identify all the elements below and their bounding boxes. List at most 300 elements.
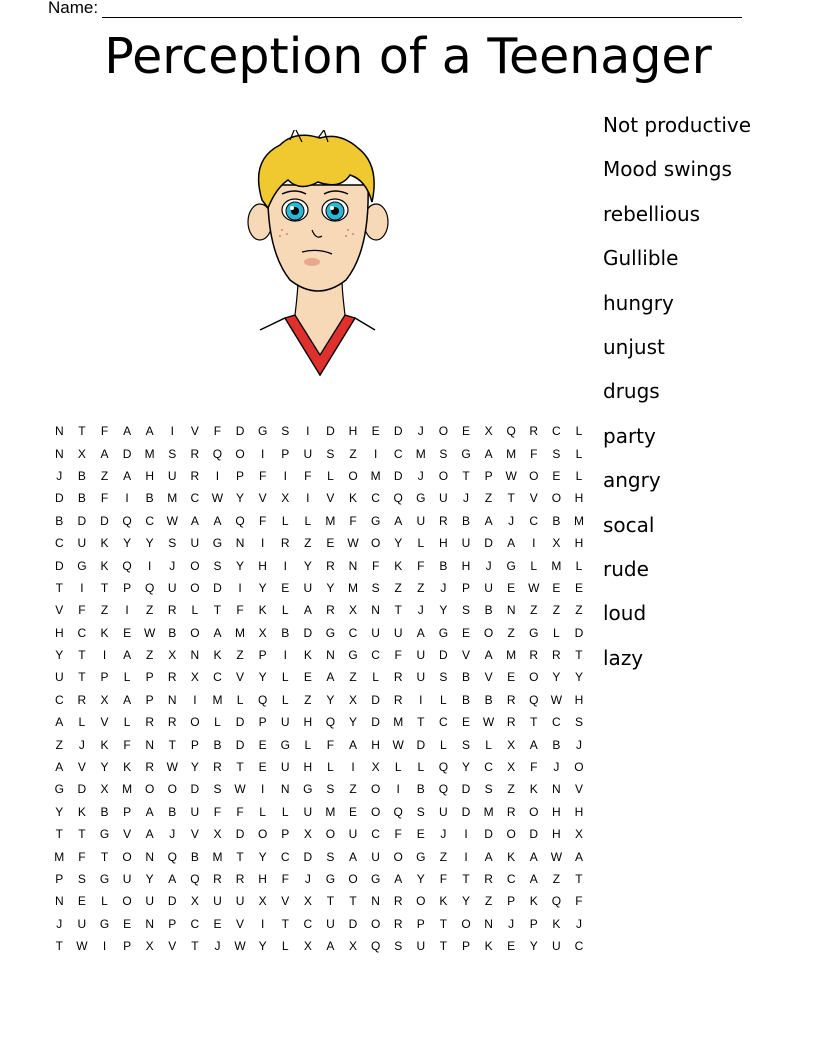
grid-letter: K xyxy=(258,603,267,618)
grid-row xyxy=(48,778,590,800)
grid-letter: Y xyxy=(236,491,245,506)
grid-letter: T xyxy=(236,760,244,775)
grid-letter: R xyxy=(235,872,245,886)
grid-letter: M xyxy=(167,491,178,506)
grid-letter: X xyxy=(77,446,86,461)
grid-letter: H xyxy=(303,760,313,775)
grid-letter: G xyxy=(325,872,336,886)
grid-letter: E xyxy=(416,827,425,842)
grid-letter: J xyxy=(169,827,176,842)
grid-letter: F xyxy=(394,827,402,842)
grid-letter: K xyxy=(100,536,109,551)
grid-letter: A xyxy=(349,737,358,752)
grid-letter: X xyxy=(507,760,516,775)
grid-letter: R xyxy=(167,603,177,618)
grid-letter: C xyxy=(371,491,380,506)
grid-letter: I xyxy=(283,648,287,663)
grid-letter: K xyxy=(394,558,403,573)
grid-letter: R xyxy=(439,513,448,528)
grid-letter: N xyxy=(190,648,200,663)
grid-letter: D xyxy=(574,625,584,640)
grid-letter: K xyxy=(100,625,109,640)
grid-letter: D xyxy=(371,692,380,707)
grid-letter: O xyxy=(370,536,381,551)
grid-letter: G xyxy=(348,648,358,663)
grid-letter: G xyxy=(257,424,268,439)
grid-letter: T xyxy=(78,670,86,685)
grid-letter: A xyxy=(484,446,493,461)
grid-letter: U xyxy=(371,625,380,640)
grid-letter: X xyxy=(552,536,561,551)
grid-letter: K xyxy=(484,939,493,954)
grid-letter: S xyxy=(213,782,222,797)
grid-letter: T xyxy=(55,939,63,954)
grid-letter: P xyxy=(258,648,267,663)
grid-letter: X xyxy=(349,692,358,707)
grid-letter: G xyxy=(506,558,516,573)
grid-letter: X xyxy=(168,648,177,663)
grid-letter: L xyxy=(281,603,289,618)
grid-letter: K xyxy=(123,760,132,775)
grid-letter: D xyxy=(461,804,471,819)
grid-letter: U xyxy=(439,491,448,506)
grid-letter: Y xyxy=(303,558,312,573)
grid-letter: L xyxy=(372,670,379,685)
grid-letter: S xyxy=(416,804,425,819)
grid-letter: T xyxy=(575,872,583,886)
grid-letter: T xyxy=(78,827,86,842)
word-item: lazy xyxy=(603,645,644,670)
grid-letter: T xyxy=(236,849,244,864)
grid-row xyxy=(48,823,590,845)
grid-letter: O xyxy=(438,468,449,483)
grid-letter: M xyxy=(212,849,223,864)
grid-letter: N xyxy=(371,894,380,909)
grid-letter: Q xyxy=(122,558,132,573)
grid-letter: C xyxy=(371,827,380,842)
grid-letter: C xyxy=(371,648,380,663)
grid-letter: U xyxy=(552,939,561,954)
grid-letter: D xyxy=(416,737,426,752)
grid-letter: O xyxy=(325,827,336,842)
grid-letter: O xyxy=(461,916,471,931)
grid-letter: W xyxy=(550,692,563,707)
grid-letter: X xyxy=(145,939,154,954)
grid-letter: E xyxy=(258,760,267,775)
grid-letter: L xyxy=(281,804,289,819)
grid-letter: A xyxy=(213,513,222,528)
grid-letter: X xyxy=(258,625,267,640)
grid-letter: E xyxy=(77,894,86,909)
grid-letter: Z xyxy=(349,670,357,685)
grid-letter: R xyxy=(506,804,516,819)
grid-letter: T xyxy=(462,468,470,483)
grid-letter: X xyxy=(303,827,312,842)
grid-letter: U xyxy=(280,760,290,775)
grid-letter: O xyxy=(122,849,132,864)
grid-letter: D xyxy=(167,894,177,909)
grid-letter: P xyxy=(461,580,470,595)
grid-letter: C xyxy=(303,916,313,931)
grid-letter: A xyxy=(394,513,403,528)
grid-row xyxy=(48,599,590,621)
grid-letter: U xyxy=(461,536,471,551)
grid-letter: E xyxy=(326,536,335,551)
grid-letter: X xyxy=(371,760,380,775)
grid-letter: X xyxy=(258,894,267,909)
word-item: party xyxy=(603,423,656,448)
grid-letter: F xyxy=(258,513,267,528)
grid-letter: A xyxy=(529,737,538,752)
grid-letter: P xyxy=(100,670,109,685)
grid-letter: Q xyxy=(325,715,336,730)
grid-letter: L xyxy=(575,558,583,573)
grid-letter: O xyxy=(370,782,381,797)
grid-letter: V xyxy=(461,648,470,663)
grid-letter: L xyxy=(281,513,289,528)
grid-letter: V xyxy=(190,827,199,842)
grid-letter: H xyxy=(348,424,358,439)
grid-letter: O xyxy=(438,424,449,439)
grid-letter: G xyxy=(370,872,381,886)
grid-letter: N xyxy=(552,782,561,797)
grid-letter: X xyxy=(213,827,222,842)
grid-letter: Y xyxy=(258,939,267,954)
word-item: angry xyxy=(603,468,661,493)
grid-letter: A xyxy=(484,849,493,864)
grid-letter: F xyxy=(530,760,538,775)
grid-letter: A xyxy=(416,625,425,640)
grid-letter: T xyxy=(530,715,538,730)
grid-letter: U xyxy=(484,580,493,595)
grid-letter: T xyxy=(78,424,86,439)
grid-letter: A xyxy=(394,872,403,886)
grid-row xyxy=(48,913,590,935)
grid-letter: Y xyxy=(145,872,154,886)
grid-letter: M xyxy=(235,625,246,640)
grid-letter: O xyxy=(574,760,584,775)
grid-letter: S xyxy=(461,737,470,752)
grid-letter: D xyxy=(77,782,87,797)
grid-letter: I xyxy=(306,491,310,506)
grid-letter: Q xyxy=(393,804,403,819)
grid-letter: F xyxy=(326,737,335,752)
grid-letter: I xyxy=(373,446,378,461)
grid-row xyxy=(48,487,590,509)
grid-letter: B xyxy=(552,737,561,752)
grid-letter: D xyxy=(213,580,222,595)
grid-letter: B xyxy=(77,468,86,483)
grid-letter: K xyxy=(303,648,312,663)
grid-letter: U xyxy=(303,804,313,819)
grid-letter: U xyxy=(190,536,200,551)
grid-letter: P xyxy=(281,446,290,461)
grid-letter: U xyxy=(416,670,426,685)
grid-letter: S xyxy=(552,446,561,461)
grid-letter: R xyxy=(326,603,335,618)
grid-letter: D xyxy=(529,827,539,842)
grid-letter: M xyxy=(415,446,426,461)
grid-letter: W xyxy=(76,939,88,954)
grid-letter: W xyxy=(550,849,563,864)
word-item: unjust xyxy=(603,334,665,359)
grid-letter: Z xyxy=(507,782,515,797)
grid-letter: V xyxy=(574,782,583,797)
grid-letter: X xyxy=(349,939,358,954)
grid-letter: D xyxy=(54,491,64,506)
grid-letter: E xyxy=(552,580,561,595)
grid-letter: F xyxy=(78,849,86,864)
grid-letter: L xyxy=(417,536,425,551)
grid-letter: I xyxy=(170,424,174,439)
grid-letter: K xyxy=(529,894,538,909)
grid-letter: E xyxy=(461,715,470,730)
grid-letter: Q xyxy=(393,491,403,506)
grid-letter: J xyxy=(56,468,63,483)
grid-letter: E xyxy=(507,939,516,954)
grid-letter: C xyxy=(439,715,448,730)
grid-letter: R xyxy=(393,670,403,685)
grid-letter: H xyxy=(461,558,471,573)
grid-letter: H xyxy=(552,827,561,842)
grid-letter: J xyxy=(417,603,424,618)
grid-letter: D xyxy=(303,849,313,864)
grid-letter: P xyxy=(145,692,154,707)
grid-letter: T xyxy=(349,894,357,909)
grid-letter: K xyxy=(213,648,222,663)
grid-letter: B xyxy=(168,804,177,819)
grid-letter: R xyxy=(506,715,516,730)
word-item: socal xyxy=(603,512,655,537)
grid-letter: Y xyxy=(461,894,470,909)
grid-letter: M xyxy=(325,804,336,819)
grid-letter: Z xyxy=(304,536,312,551)
grid-letter: A xyxy=(326,939,335,954)
grid-letter: W xyxy=(234,782,246,797)
grid-letter: D xyxy=(235,737,245,752)
grid-letter: J xyxy=(440,580,447,595)
grid-letter: L xyxy=(123,715,131,730)
grid-letter: M xyxy=(122,782,133,797)
grid-letter: F xyxy=(213,424,222,439)
grid-letter: R xyxy=(326,558,335,573)
grid-letter: L xyxy=(304,737,312,752)
grid-letter: T xyxy=(100,580,109,595)
grid-letter: X xyxy=(303,939,312,954)
grid-row xyxy=(48,845,590,867)
grid-letter: D xyxy=(371,715,380,730)
grid-letter: O xyxy=(190,558,200,573)
grid-letter: Y xyxy=(326,692,335,707)
grid-letter: O xyxy=(370,916,381,931)
grid-letter: M xyxy=(212,692,223,707)
grid-letter: O xyxy=(370,804,381,819)
grid-letter: D xyxy=(393,468,403,483)
grid-letter: E xyxy=(123,916,132,931)
grid-letter: F xyxy=(236,603,244,618)
grid-letter: E xyxy=(213,916,222,931)
grid-letter: L xyxy=(440,737,447,752)
grid-letter: G xyxy=(438,625,449,640)
grid-letter: S xyxy=(168,446,177,461)
grid-letter: A xyxy=(123,424,132,439)
grid-letter: O xyxy=(235,446,245,461)
grid-letter: U xyxy=(371,849,380,864)
grid-letter: T xyxy=(507,491,515,506)
grid-letter: Z xyxy=(417,580,425,595)
grid-letter: I xyxy=(215,468,220,483)
grid-letter: B xyxy=(461,692,470,707)
grid-letter: F xyxy=(439,872,448,886)
grid-letter: T xyxy=(168,737,176,752)
teenager-illustration xyxy=(240,130,390,380)
grid-letter: O xyxy=(145,782,155,797)
grid-letter: V xyxy=(326,491,335,506)
grid-letter: F xyxy=(371,558,380,573)
grid-letter: J xyxy=(440,827,447,842)
grid-letter: T xyxy=(281,916,289,931)
grid-letter: Y xyxy=(145,536,154,551)
grid-letter: G xyxy=(99,827,110,842)
grid-letter: U xyxy=(439,804,448,819)
grid-letter: Y xyxy=(416,872,425,886)
grid-letter: N xyxy=(145,916,154,931)
grid-letter: T xyxy=(100,849,109,864)
grid-letter: I xyxy=(260,782,265,797)
grid-letter: X xyxy=(349,603,358,618)
grid-letter: R xyxy=(393,916,403,931)
grid-row xyxy=(48,733,590,755)
grid-letter: L xyxy=(191,603,199,618)
grid-letter: O xyxy=(393,849,403,864)
grid-letter: U xyxy=(54,670,64,685)
grid-letter: S xyxy=(371,580,380,595)
grid-letter: A xyxy=(484,648,493,663)
grid-letter: L xyxy=(236,692,244,707)
grid-letter: M xyxy=(348,580,359,595)
grid-letter: Q xyxy=(167,849,177,864)
grid-letter: Z xyxy=(55,737,63,752)
grid-letter: Y xyxy=(258,849,267,864)
grid-letter: J xyxy=(553,760,560,775)
grid-letter: E xyxy=(507,670,516,685)
grid-row xyxy=(48,756,590,778)
grid-letter: Q xyxy=(370,939,381,954)
grid-letter: L xyxy=(281,670,289,685)
grid-letter: V xyxy=(484,670,493,685)
grid-letter: D xyxy=(122,446,132,461)
grid-letter: S xyxy=(394,939,403,954)
grid-letter: J xyxy=(462,491,469,506)
grid-letter: H xyxy=(552,804,561,819)
grid-letter: N xyxy=(167,692,177,707)
grid-letter: T xyxy=(213,603,222,618)
grid-letter: Z xyxy=(349,446,357,461)
grid-letter: C xyxy=(77,625,87,640)
grid-letter: V xyxy=(281,894,290,909)
grid-letter: P xyxy=(236,468,245,483)
grid-letter: T xyxy=(439,916,448,931)
grid-letter: P xyxy=(484,468,493,483)
grid-letter: Z xyxy=(484,491,493,506)
grid-letter: R xyxy=(167,715,177,730)
grid-letter: A xyxy=(123,468,132,483)
grid-letter: W xyxy=(166,760,178,775)
grid-letter: O xyxy=(506,827,516,842)
grid-letter: S xyxy=(439,670,448,685)
grid-letter: I xyxy=(464,827,468,842)
grid-row xyxy=(48,554,590,576)
grid-letter: R xyxy=(190,468,200,483)
grid-letter: B xyxy=(439,558,448,573)
grid-letter: O xyxy=(190,715,200,730)
grid-letter: F xyxy=(100,491,109,506)
name-blank-line xyxy=(102,3,742,18)
grid-letter: E xyxy=(371,424,380,439)
grid-letter: C xyxy=(145,513,154,528)
grid-letter: I xyxy=(306,424,310,439)
grid-letter: O xyxy=(122,894,132,909)
grid-letter: U xyxy=(213,894,222,909)
grid-letter: G xyxy=(280,737,290,752)
grid-letter: X xyxy=(281,491,290,506)
grid-letter: F xyxy=(349,513,357,528)
grid-letter: I xyxy=(464,849,468,864)
grid-letter: R xyxy=(529,648,539,663)
grid-letter: E xyxy=(281,580,290,595)
grid-letter: R xyxy=(145,715,154,730)
grid-letter: Q xyxy=(551,894,562,909)
grid-letter: X xyxy=(574,827,583,842)
grid-letter: C xyxy=(552,715,561,730)
grid-letter: I xyxy=(419,692,423,707)
grid-letter: P xyxy=(123,804,132,819)
grid-letter: Q xyxy=(212,446,223,461)
grid-letter: X xyxy=(190,670,199,685)
grid-letter: V xyxy=(123,827,132,842)
grid-letter: J xyxy=(78,737,85,752)
grid-letter: R xyxy=(484,872,493,886)
grid-letter: C xyxy=(190,916,200,931)
grid-letter: L xyxy=(281,692,289,707)
grid-letter: A xyxy=(303,603,312,618)
grid-letter: Y xyxy=(349,715,358,730)
grid-letter: Q xyxy=(438,760,449,775)
grid-letter: J xyxy=(575,916,582,931)
grid-letter: T xyxy=(55,580,63,595)
grid-letter: I xyxy=(238,580,242,595)
word-item: rude xyxy=(603,556,649,581)
grid-letter: U xyxy=(235,894,245,909)
grid-letter: B xyxy=(484,603,493,618)
grid-letter: U xyxy=(416,513,426,528)
grid-letter: C xyxy=(280,849,290,864)
word-item: Mood swings xyxy=(603,157,732,182)
grid-letter: R xyxy=(213,872,222,886)
grid-letter: M xyxy=(54,849,65,864)
grid-letter: Z xyxy=(507,625,515,640)
grid-letter: D xyxy=(326,424,335,439)
grid-letter: S xyxy=(484,782,493,797)
grid-row xyxy=(48,442,590,464)
grid-letter: Z xyxy=(349,782,357,797)
grid-letter: K xyxy=(507,849,516,864)
grid-letter: W xyxy=(392,737,404,752)
word-list xyxy=(603,111,751,688)
grid-letter: L xyxy=(101,894,108,909)
grid-letter: L xyxy=(575,424,583,439)
grid-letter: A xyxy=(55,760,64,775)
